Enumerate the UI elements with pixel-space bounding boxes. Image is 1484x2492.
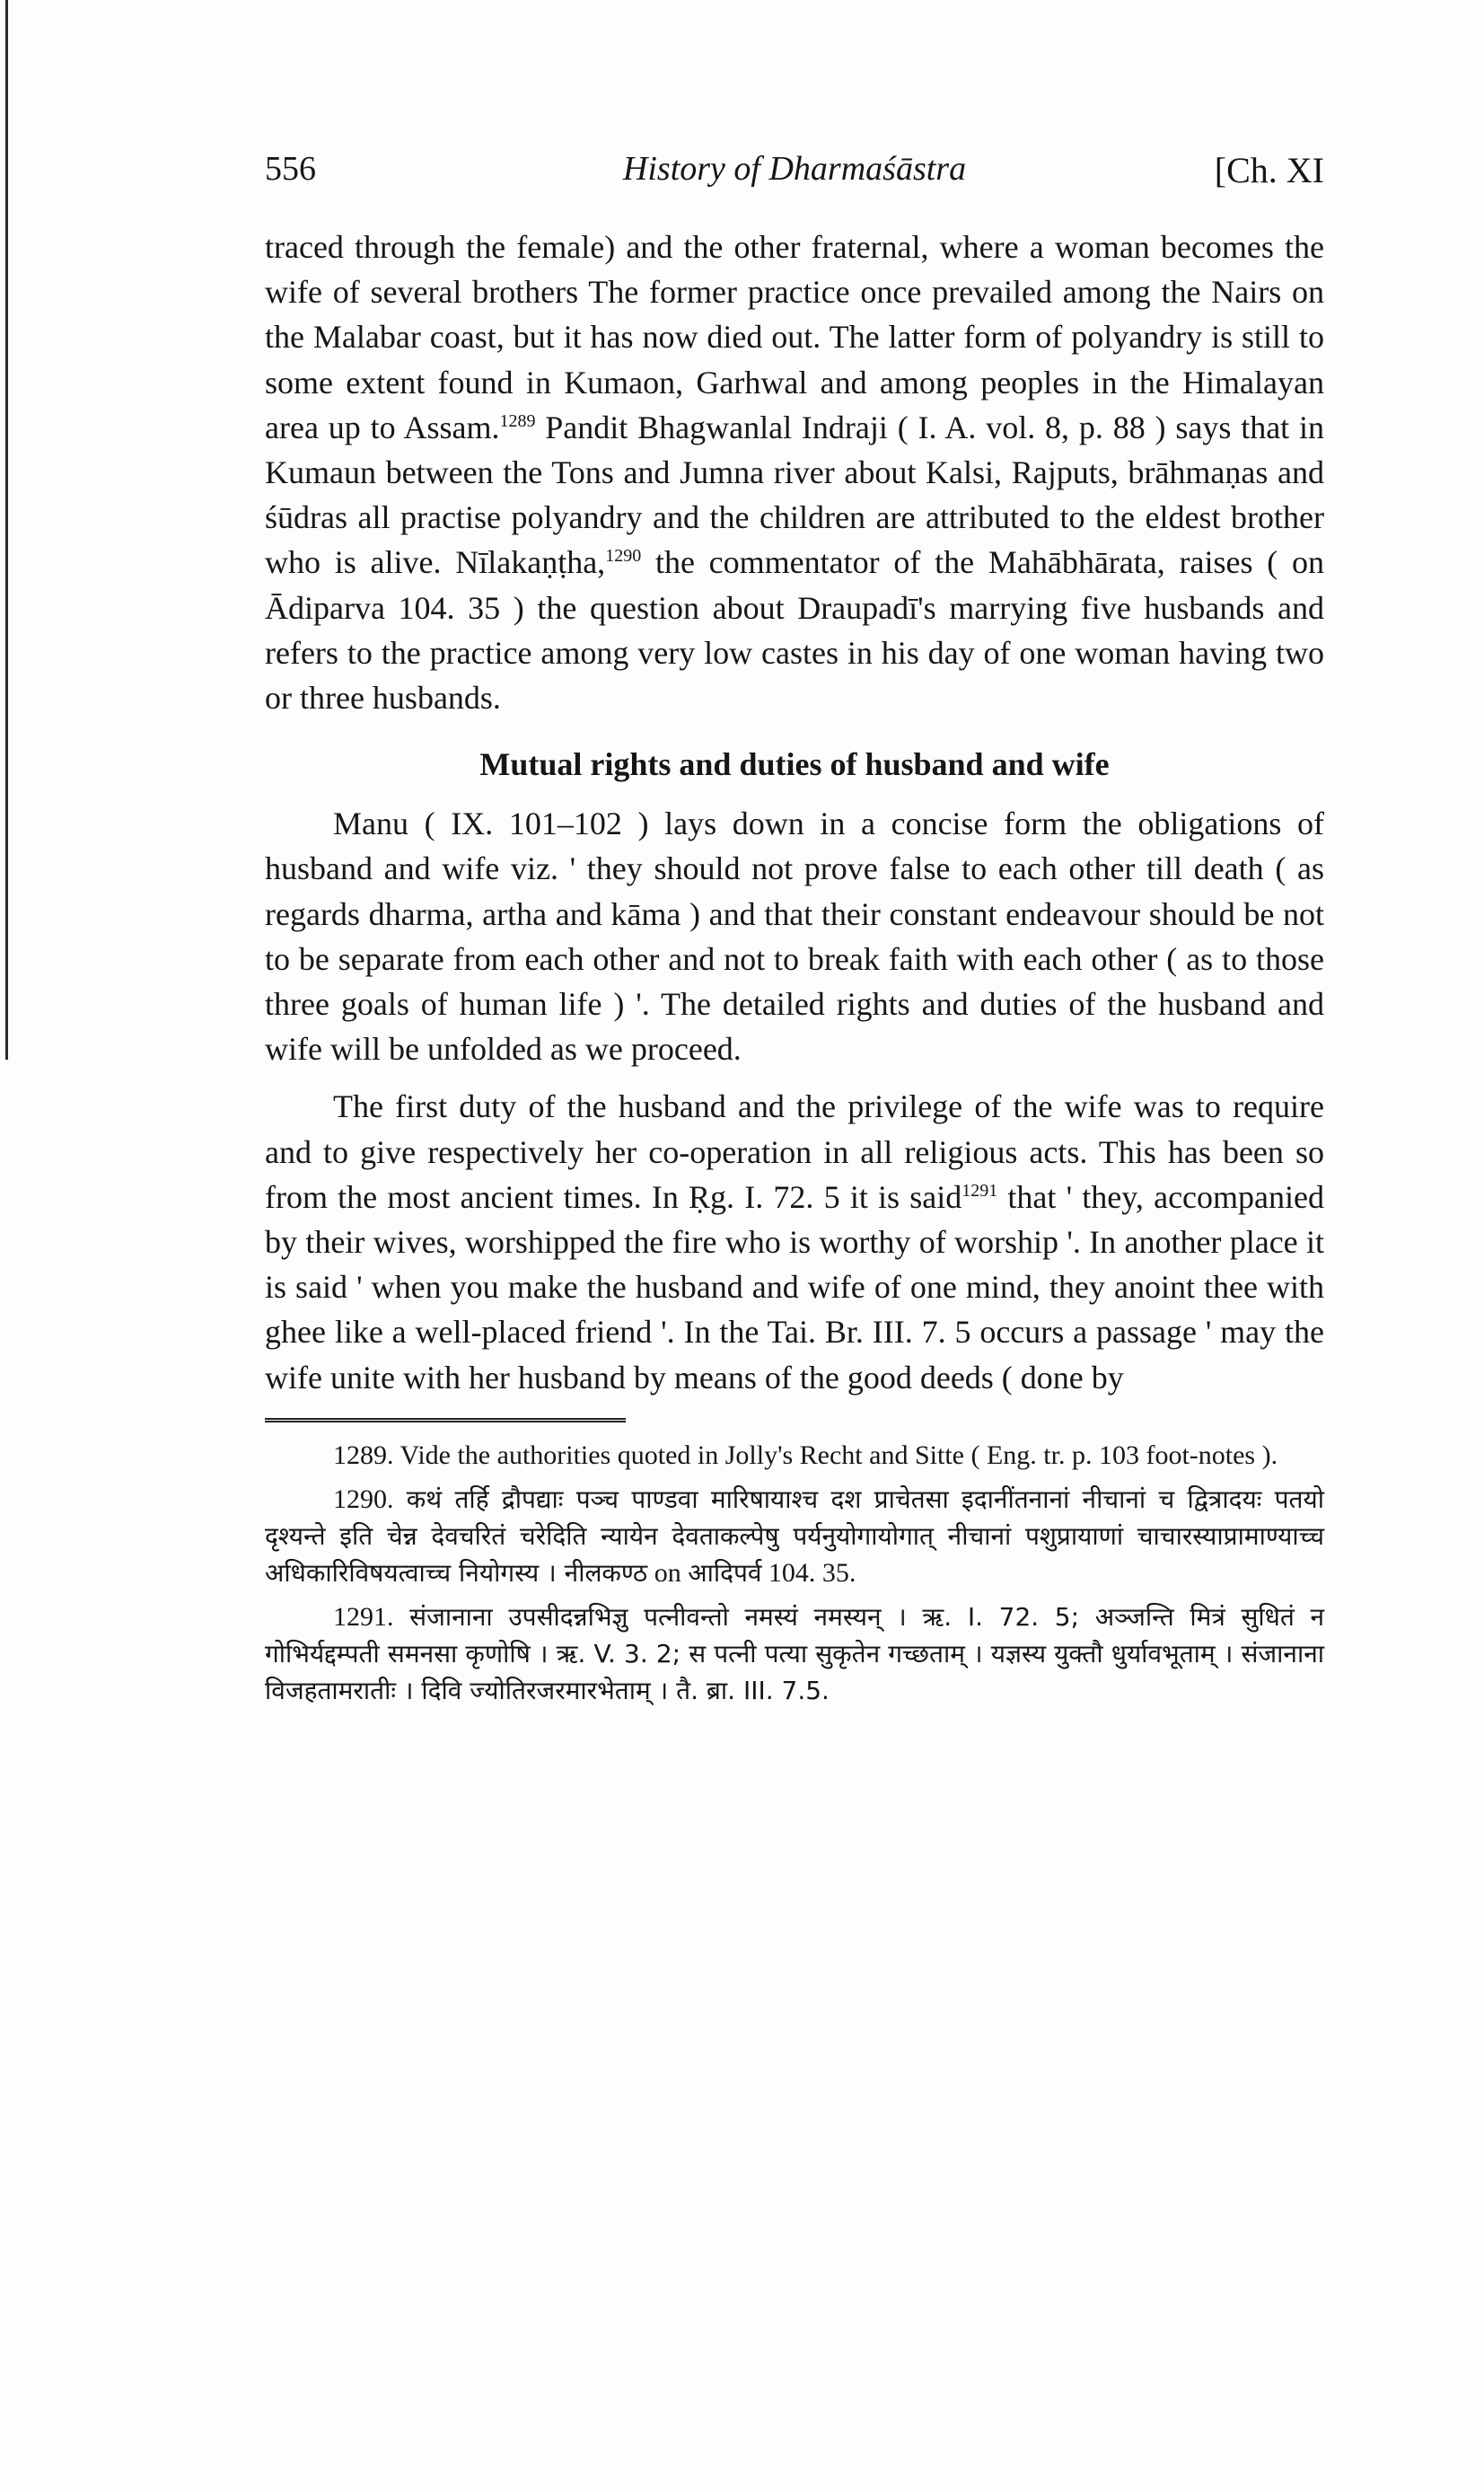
para1-text-b: Pandit Bhagwanlal Indraji ( I. A. vol. 8, p. 88 ) says that in Kumaun between the Tons and Jumna river about Kalsi, Rajputs, brāhmaṇas and śūdras all practise polyandry and the children are attributed to the eldest brother who is alive. Nīlakaṇṭha,: [265, 409, 1325, 581]
footnote-1291: [265, 1598, 1324, 1709]
para1-text-c: the commentator of the Mahābhārata, raises ( on Ādiparva 104. 35 ) the question about Draupadī's marrying five husbands and refers to the practice among very low castes in his day of one woman having two or three husbands.: [265, 544, 1324, 717]
book-page: [265, 144, 1324, 1716]
footnote-1290-sanskrit: कथं तर्हि द्रौपद्याः पञ्च पाण्डवा मारिषायाश्च दश प्राचेतसा इदानींतनानां नीचानां च द्वित्रादयः पतयो दृश्यन्ते इति चेन्न देवचरितं चरेदिति न्यायेन देवताकल्पेषु पर्यनुयोगायोगात् नीचानां पशुप्रायाणां चाचारस्याप्रामाण्याच्च अधिकारिविषयत्वाच्च नियोगस्य ।: [265, 1484, 1324, 1588]
paragraph-polyandry: [265, 225, 1324, 720]
chapter-label: [Ch. XI: [1214, 150, 1324, 190]
page-header: [265, 144, 1324, 198]
footnote-1290-author: नीलकण्ठ: [556, 1557, 648, 1588]
footnote-1291-number: 1291.: [333, 1601, 394, 1632]
paragraph-manu: Manu ( IX. 101–102 ) lays down in a concise form the obligations of husband and wife viz. ' they should not prove false to each other till death ( as regards dharma, artha and kāma ) and that their constant endeavour should be not to be separate from each other and not to break faith with each other ( as to those three goals of human life ) '. The detailed rights and duties of the husband and wife will be unfolded as we proceed.: [265, 806, 1324, 1068]
page-binding-edge: [5, 0, 8, 1060]
footnote-1290-on: on: [647, 1557, 689, 1588]
footnote-rule: [265, 1418, 626, 1422]
footnote-1290-number: 1290.: [333, 1484, 394, 1514]
footnote-ref-1291: 1291: [962, 1180, 998, 1201]
paragraph-duties: [265, 1084, 1324, 1399]
para1-text-a: traced through the female) and the other fraternal, where a woman becomes the wife of several brothers The former practice once prevailed among the Nairs on the Malabar coast, but it has now died out. The latter form of polyandry is still to some extent found in Kumaon, Garhwal and among peoples in the Himalayan area up to Assam.: [265, 229, 1324, 445]
page-number: 556: [265, 150, 316, 188]
footnote-1291-sanskrit: संजानाना उपसीदन्नभिज्ञु पत्नीवन्तो नमस्यं नमस्यन् । ऋ. I. 72. 5; अञ्जन्ति मित्रं सुधितं न गोभिर्यद्दम्पती समनसा कृणोषि । ऋ. V. 3. 2; स पत्नी पत्या सुकृतेन गच्छताम् । यज्ञस्य युक्तौ धुर्यावभूताम् । संजानाना विजहतामरातीः । दिवि ज्योतिरजरमारभेताम् । तै. ब्रा. III. 7.5.: [265, 1601, 1324, 1705]
footnote-1289-number: 1289.: [333, 1440, 394, 1470]
running-title: History of Dharmaśāstra: [622, 150, 967, 188]
section-heading: Mutual rights and duties of husband and wife: [479, 746, 1110, 783]
footnote-ref-1289: 1289: [499, 410, 536, 431]
footnote-1290: [265, 1481, 1324, 1591]
para3-text-b: that ' they, accompanied by their wives, worshipped the fire who is worthy of worship '. In another place it is said ' when you make the husband and wife of one mind, they anoint thee with ghee like a well-placed friend '. In the Tai. Br. III. 7. 5 occurs a passage ' may the wife unite with her husband by means of the good deeds ( done by: [265, 1178, 1324, 1396]
footnote-1289-text: Vide the authorities quoted in Jolly's Recht and Sitte ( Eng. tr. p. 103 foot-notes ).: [393, 1440, 1278, 1470]
footnote-1289: [265, 1437, 1324, 1474]
footnote-ref-1290: 1290: [605, 546, 642, 567]
footnote-1290-source: आदिपर्व: [688, 1557, 762, 1588]
para3-text-a: The first duty of the husband and the privilege of the wife was to require and to give respectively her co-operation in all religious acts. This has been so from the most ancient times. In Ṛg. I. 72. 5 it is said: [265, 1088, 1324, 1215]
footnote-1290-ref: 104. 35.: [761, 1557, 856, 1588]
